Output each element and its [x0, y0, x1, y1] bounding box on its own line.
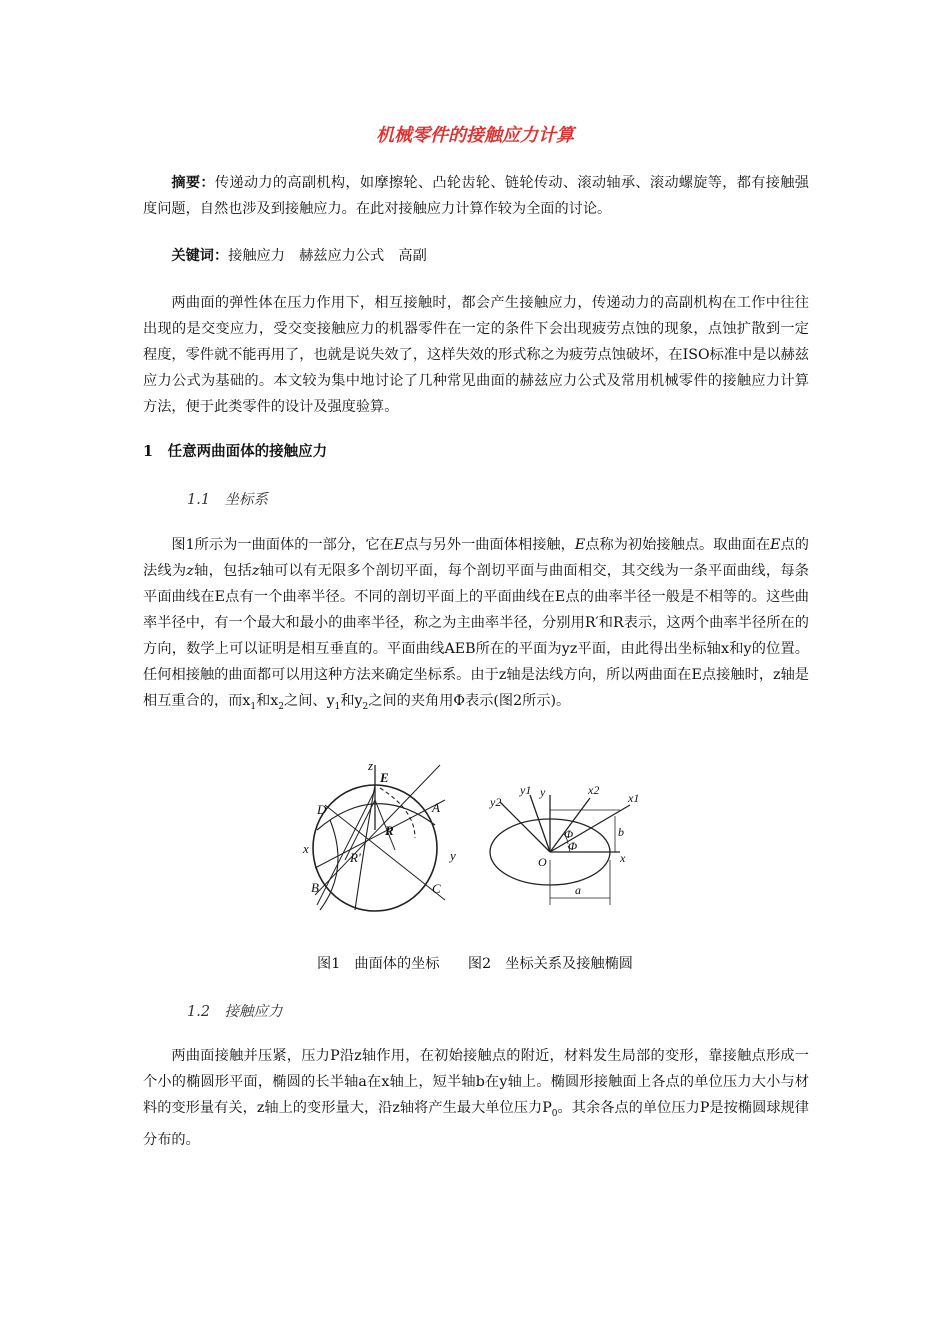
- abstract-text: 传递动力的高副机构，如摩擦轮、凸轮齿轮、链轮传动、滚动轴承、滚动螺旋等，都有接触强度问题，自然也涉及到接触应力。在此对接触应力计算作较为全面的讨论。: [143, 175, 809, 217]
- math-var: E: [574, 537, 586, 553]
- page-title: 机械零件的接触应力计算: [376, 125, 574, 146]
- intro-paragraph: [143, 290, 809, 420]
- subscript: 2: [362, 701, 369, 712]
- keywords-label: 关键词：: [171, 248, 229, 264]
- text-span: 点与另外一曲面体相接触，: [404, 537, 575, 553]
- fig2-label: y1: [520, 783, 532, 797]
- fig2-label: a: [575, 883, 581, 897]
- math-var: z: [186, 563, 194, 579]
- figure-caption: 图1 曲面体的坐标 图2 坐标关系及接触椭圆: [317, 956, 633, 972]
- text-span: 。其余各点的单位压力P是按椭圆球规律分布的。: [143, 1100, 809, 1148]
- subscript: 2: [278, 701, 284, 712]
- abstract-label: 摘要：: [171, 175, 215, 191]
- fig1-label: y: [450, 848, 456, 863]
- section-1-1-paragraph: [143, 532, 809, 720]
- fig1-label: R′: [350, 850, 361, 865]
- subscript: 1: [250, 701, 257, 712]
- text-span: 点称为初始接触点。取曲面在: [585, 537, 771, 553]
- fig2-label: x1: [628, 791, 640, 805]
- fig2-label: O: [538, 855, 547, 869]
- figure-2-contact-ellipse: [480, 780, 655, 910]
- fig2-label: y2: [490, 795, 502, 809]
- fig1-label: R: [385, 823, 394, 838]
- fig2-label: Φ: [564, 827, 574, 841]
- fig2-label: x: [620, 851, 626, 865]
- math-var: E: [393, 537, 405, 553]
- text-span: 两曲面接触并压紧，压力P沿z轴作用，在初始接触点的附近，材料发生局部的变形，靠接触点形成一个小的椭圆形平面，椭圆的长半轴a在x轴上，短半轴b在y轴上。椭圆形接触面上各点的单位压力大小与材料的变形量有关，z轴上的变形量大，沿z轴将产生最大单位压力P: [143, 1048, 809, 1116]
- intro-text: 两曲面的弹性体在压力作用下，相互接触时，都会产生接触应力，传递动力的高副机构在工作中往往出现的是交变应力，受交变接触应力的机器零件在一定的条件下会出现疲劳点蚀的现象，点蚀扩散到一定程度，零件就不能再用了，也就是说失效了，这样失效的形式称之为疲劳点蚀破坏，在ISO标准中是以赫兹应力公式为基础的。本文较为集中地讨论了几种常见曲面的赫兹应力公式及常用机械零件的接触应力计算方法，便于此类零件的设计及强度验算。: [143, 295, 809, 415]
- fig1-label: D: [317, 802, 327, 817]
- text-span: 图1所示为一曲面体的一部分，它在: [171, 537, 394, 553]
- keywords: [143, 243, 809, 269]
- section-1-2-paragraph: [143, 1043, 809, 1153]
- abstract: [143, 170, 809, 222]
- text-span: 和y: [340, 693, 363, 709]
- text-span: 之间、y: [284, 693, 335, 709]
- fig1-label: E: [380, 770, 389, 785]
- text-span: 之间的夹角用Φ表示(图2所示)。: [368, 693, 571, 709]
- text-span: 轴可以有无限多个剖切平面，每个剖切平面与曲面相交，其交线为一条平面曲线，每条平面曲线在E点有一个曲率半径。不同的剖切平面上的平面曲线在E点的曲率半径一般是不相等的。这些曲率半径中，有一个最大和最小的曲率半径，称之为主曲率半径，分别用R′和R表示，这两个曲率半径所在的方向，数学上可以证明是相互垂直的。平面曲线AEB所在的平面为yz平面，由此得出坐标轴x和y的位置。任何相接触的曲面都可以用这种方法来确定坐标系。由于z轴是法线方向，所以两曲面在E点接触时，z轴是相互重合的，而x: [143, 563, 809, 709]
- section-1-heading: 1 任意两曲面体的接触应力: [143, 443, 328, 460]
- fig2-label: y: [540, 785, 546, 799]
- keywords-text: 接触应力 赫兹应力公式 高副: [228, 248, 427, 264]
- text-span: 和x: [256, 693, 279, 709]
- section-1-2-heading: 1.2 接触应力: [187, 1004, 283, 1020]
- fig1-label: A: [432, 800, 440, 815]
- subscript: 1: [334, 701, 341, 712]
- fig2-label: x2: [588, 783, 600, 797]
- text-span: 轴，包括: [193, 563, 252, 579]
- text-span: 点的法线为: [143, 537, 809, 579]
- fig1-label: z: [368, 760, 374, 773]
- subscript: 0: [551, 1108, 558, 1119]
- fig1-label: C: [432, 881, 441, 896]
- section-1-1-heading: 1.1 坐标系: [187, 492, 269, 508]
- fig1-label: B: [311, 880, 319, 895]
- fig1-label: x: [303, 841, 309, 856]
- fig2-label: Φ: [568, 839, 578, 853]
- fig2-label: b: [618, 825, 624, 839]
- math-var: E: [770, 537, 781, 553]
- math-var: z: [252, 563, 260, 579]
- figure-1-curved-body: [295, 760, 465, 920]
